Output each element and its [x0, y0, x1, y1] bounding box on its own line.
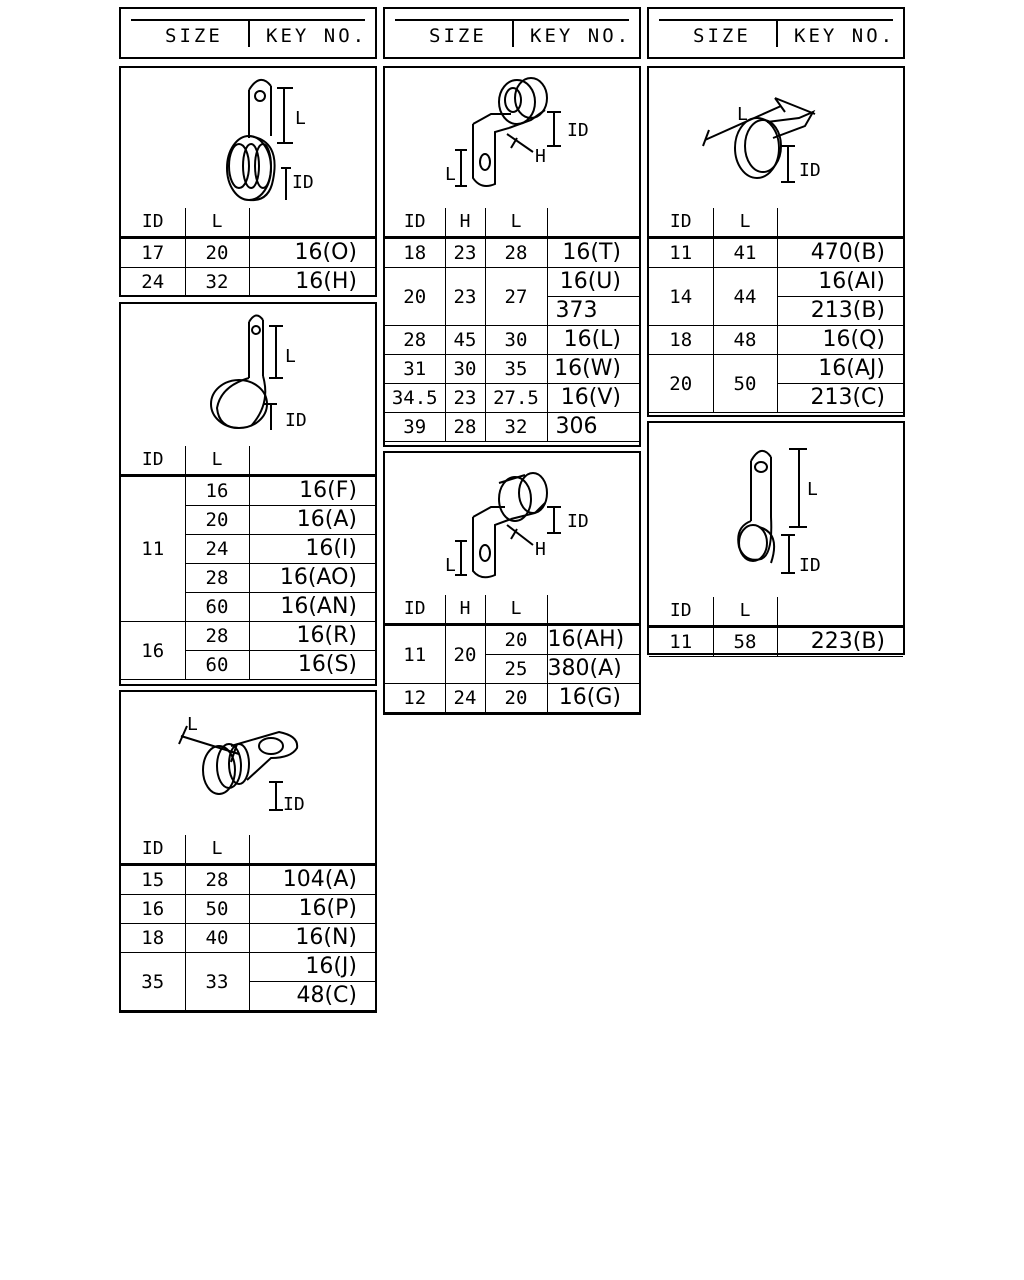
- key-no: 16(Q): [777, 326, 903, 355]
- table-row: 31 30 35 16(W): [385, 355, 639, 384]
- col-l: L: [485, 595, 547, 625]
- table-row: 35 33 16(J): [121, 953, 375, 982]
- key-no: 223(B): [777, 627, 903, 657]
- key-no: 16(R): [249, 622, 375, 651]
- col-l: L: [185, 835, 249, 865]
- key-no: 470(B): [777, 238, 903, 268]
- clamp-panel-5: [383, 451, 641, 715]
- col-id: ID: [385, 595, 445, 625]
- dim-label-id: ID: [799, 555, 821, 576]
- dim-label-l: L: [285, 346, 296, 367]
- clamp-drawing-p-clip: [121, 304, 375, 444]
- size-label: SIZE: [429, 25, 487, 47]
- key-no: 16(W): [547, 355, 639, 384]
- table-row: 16 28 16(R): [121, 622, 375, 651]
- key-no: 213(B): [777, 297, 903, 326]
- col-h: H: [445, 208, 485, 238]
- key-no: 213(C): [777, 384, 903, 413]
- clamp-panel-3: [119, 690, 377, 1013]
- col-l: L: [485, 208, 547, 238]
- key-no: 16(L): [547, 326, 639, 355]
- spec-table-4: [385, 208, 639, 442]
- col-l: L: [713, 597, 777, 627]
- spec-table-5: [385, 595, 639, 713]
- key-no: 16(F): [249, 476, 375, 506]
- table-row: 25 380(A): [385, 655, 639, 684]
- header-col2: [383, 7, 641, 59]
- table-row: 11 58 223(B): [649, 627, 903, 657]
- col-id: ID: [649, 597, 713, 627]
- dim-label-id: ID: [283, 794, 305, 815]
- table-row: 18 48 16(Q): [649, 326, 903, 355]
- key-no: 16(A): [249, 506, 375, 535]
- table-row: 20 50 16(AJ): [649, 355, 903, 384]
- table-row: 17 20 16(O): [121, 238, 375, 268]
- clamp-drawing-offset-bracket: [385, 453, 639, 593]
- key-no: 16(N): [249, 924, 375, 953]
- dim-label-l: L: [187, 714, 198, 735]
- clamp-drawing-long-p-clip: [649, 423, 903, 598]
- table-row: 15 28 104(A): [121, 865, 375, 895]
- col-id: ID: [121, 208, 185, 238]
- clamp-panel-6: [647, 66, 905, 417]
- dim-label-l: L: [737, 104, 748, 125]
- key-no: 16(J): [249, 953, 375, 982]
- clamp-panel-4: [383, 66, 641, 447]
- dim-label-id: ID: [567, 511, 589, 532]
- table-row: 18 23 28 16(T): [385, 238, 639, 268]
- key-no: 16(G): [547, 684, 639, 713]
- table-row: 11 41 470(B): [649, 238, 903, 268]
- dim-label-l: L: [807, 479, 818, 500]
- key-no-label: KEY NO.: [530, 25, 632, 47]
- col-id: ID: [385, 208, 445, 238]
- table-row: 24 16(I): [121, 535, 375, 564]
- dim-label-h: H: [535, 539, 546, 560]
- key-no: 16(AO): [249, 564, 375, 593]
- clamp-drawing-loop-tab: [121, 68, 375, 208]
- table-row: 28 16(AO): [121, 564, 375, 593]
- col-id: ID: [649, 208, 713, 238]
- dim-label-l: L: [295, 108, 306, 129]
- key-no: 16(AJ): [777, 355, 903, 384]
- table-row: 12 24 20 16(G): [385, 684, 639, 713]
- col-l: L: [185, 208, 249, 238]
- col-h: H: [445, 595, 485, 625]
- clamp-drawing-ring: [649, 68, 903, 208]
- table-row: 24 32 16(H): [121, 268, 375, 297]
- dim-label-id: ID: [567, 120, 589, 141]
- spec-table-1: [121, 208, 375, 297]
- key-no: 48(C): [249, 982, 375, 1011]
- key-no: 16(AH): [547, 625, 639, 655]
- table-row: 39 28 32 306: [385, 413, 639, 442]
- dim-label-l: L: [445, 164, 456, 185]
- spec-table-3: [121, 835, 375, 1011]
- table-row: 16 50 16(P): [121, 895, 375, 924]
- key-no: 16(T): [547, 238, 639, 268]
- dim-label-id: ID: [285, 410, 307, 431]
- spec-table-7: [649, 597, 903, 657]
- key-no: 16(P): [249, 895, 375, 924]
- dim-label-id: ID: [799, 160, 821, 181]
- clamp-panel-1: [119, 66, 377, 297]
- size-label: SIZE: [693, 25, 751, 47]
- spec-table-2: [121, 446, 375, 680]
- key-no: 16(S): [249, 651, 375, 680]
- size-label: SIZE: [165, 25, 223, 47]
- col-id: ID: [121, 835, 185, 865]
- key-no: 16(O): [249, 238, 375, 268]
- clamp-panel-7: [647, 421, 905, 655]
- table-row: 60 16(S): [121, 651, 375, 680]
- col-id: ID: [121, 446, 185, 476]
- spec-table-6: [649, 208, 903, 413]
- key-no: 16(U): [547, 268, 639, 297]
- clamp-panel-2: [119, 302, 377, 686]
- clamp-drawing-flat-tab: [121, 692, 375, 832]
- key-no: 104(A): [249, 865, 375, 895]
- key-no: 380(A): [547, 655, 639, 684]
- clamp-drawing-offset-bracket-double: [385, 68, 639, 208]
- col-l: L: [185, 446, 249, 476]
- col-l: L: [713, 208, 777, 238]
- key-no: 306: [547, 413, 639, 442]
- table-row: 20 23 27 16(U): [385, 268, 639, 297]
- key-no: 373: [547, 297, 639, 326]
- table-row: 60 16(AN): [121, 593, 375, 622]
- table-row: 28 45 30 16(L): [385, 326, 639, 355]
- key-no: 16(H): [249, 268, 375, 297]
- table-row: 34.5 23 27.5 16(V): [385, 384, 639, 413]
- table-row: 11 16 16(F): [121, 476, 375, 506]
- key-no: 16(AI): [777, 268, 903, 297]
- header-col3: [647, 7, 905, 59]
- table-row: 11 20 20 16(AH): [385, 625, 639, 655]
- table-row: 18 40 16(N): [121, 924, 375, 953]
- dim-label-id: ID: [292, 172, 314, 193]
- dim-label-l: L: [445, 555, 456, 576]
- header-col1: [119, 7, 377, 59]
- table-row: 14 44 16(AI): [649, 268, 903, 297]
- dim-label-h: H: [535, 146, 546, 167]
- table-row: 20 16(A): [121, 506, 375, 535]
- key-no-label: KEY NO.: [266, 25, 368, 47]
- key-no-label: KEY NO.: [794, 25, 896, 47]
- key-no: 16(AN): [249, 593, 375, 622]
- key-no: 16(V): [547, 384, 639, 413]
- key-no: 16(I): [249, 535, 375, 564]
